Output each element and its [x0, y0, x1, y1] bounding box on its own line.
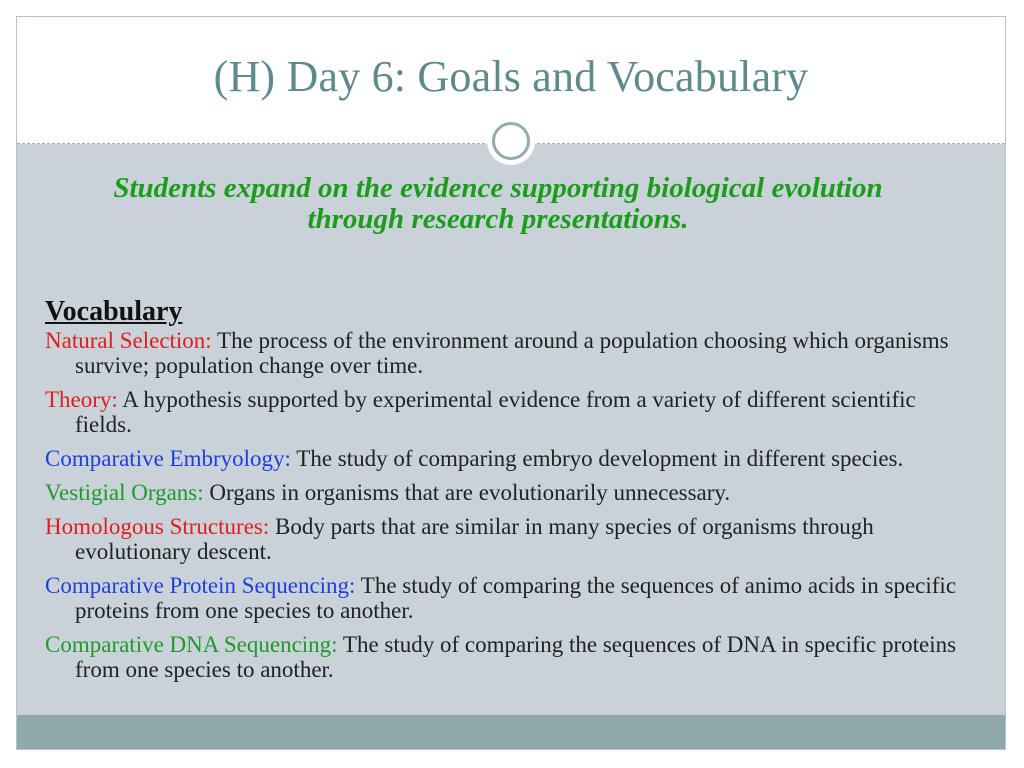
vocabulary-definition: The study of comparing embryo development in different species. [290, 446, 904, 471]
vocabulary-term: Comparative Embryology: [45, 446, 291, 471]
vocabulary-entry-homologous-structures [45, 514, 977, 564]
vocabulary-entry-comparative-protein-sequencing [45, 573, 977, 623]
slide-content [45, 173, 977, 691]
vocabulary-entry-comparative-embryology [45, 446, 977, 471]
vocabulary-term: Theory: [45, 387, 118, 412]
goal-statement: Students expand on the evidence supporting biological evolution through research presentations. [113, 172, 883, 235]
vocabulary-definition: A hypothesis supported by experimental evidence from a variety of different scientific fields. [75, 387, 916, 437]
ring-icon [492, 122, 530, 160]
vocabulary-entry-natural-selection [45, 328, 977, 378]
vocabulary-entry-comparative-dna-sequencing [45, 632, 977, 682]
vocabulary-list [45, 328, 977, 682]
vocabulary-term: Vestigial Organs: [45, 480, 204, 505]
vocabulary-term: Natural Selection: [45, 328, 212, 353]
vocabulary-entry-theory [45, 387, 977, 437]
vocabulary-term: Comparative Protein Sequencing: [45, 573, 356, 598]
circle-ornament-icon [487, 117, 535, 165]
slide [16, 16, 1006, 750]
vocabulary-definition: The study of comparing the sequences of animo acids in specific proteins from one species to another. [75, 573, 957, 623]
vocabulary-term: Comparative DNA Sequencing: [45, 632, 338, 657]
vocabulary-definition: Body parts that are similar in many species of organisms through evolutionary descent. [75, 514, 874, 564]
footer-band [17, 715, 1005, 749]
vocabulary-definition: The process of the environment around a population choosing which organisms survive; population change over time. [75, 328, 949, 378]
vocabulary-heading: Vocabulary [45, 296, 183, 327]
slide-title: (H) Day 6: Goals and Vocabulary [213, 52, 809, 101]
vocabulary-definition: The study of comparing the sequences of DNA in specific proteins from one species to another. [75, 632, 957, 682]
vocabulary-entry-vestigial-organs [45, 480, 977, 505]
vocabulary-definition: Organs in organisms that are evolutionarily unnecessary. [203, 480, 731, 505]
vocabulary-term: Homologous Structures: [45, 514, 270, 539]
